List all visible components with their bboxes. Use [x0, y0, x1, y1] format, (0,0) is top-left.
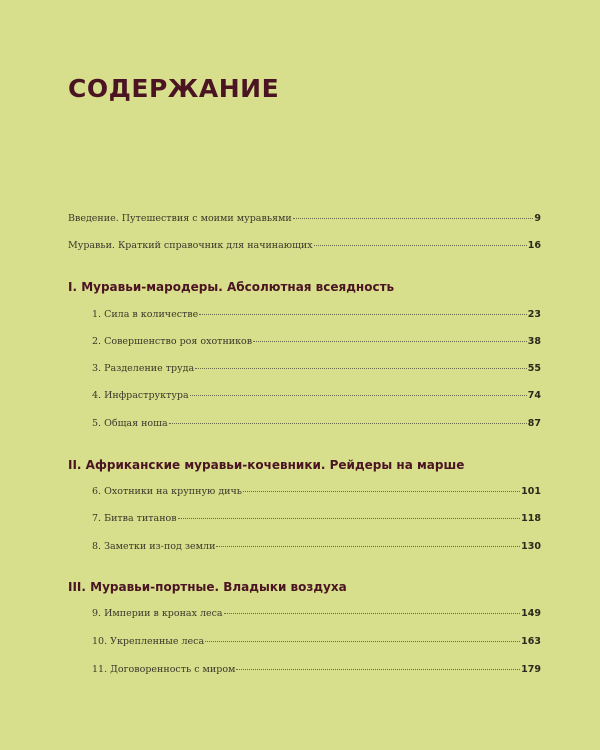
dot-leader [195, 368, 527, 369]
entry-title: 4. Инфраструктура [92, 390, 189, 401]
entry-title: 7. Битва титанов [92, 513, 177, 524]
dot-leader [293, 218, 534, 219]
toc-entry[interactable] [92, 390, 541, 401]
page-number: 179 [521, 664, 541, 675]
dot-leader [243, 491, 520, 492]
toc-entry[interactable] [92, 486, 541, 497]
page-number: 101 [521, 486, 541, 497]
toc-entry[interactable] [68, 240, 541, 251]
page-number: 149 [521, 608, 541, 619]
page-number: 38 [527, 336, 541, 347]
entry-title: 9. Империи в кронах леса [92, 608, 223, 619]
toc-entry[interactable] [92, 664, 541, 675]
toc-entry[interactable] [92, 336, 541, 347]
page-number: 163 [521, 636, 541, 647]
dot-leader [169, 423, 527, 424]
entry-title: 3. Разделение труда [92, 363, 195, 374]
dot-leader [224, 613, 521, 614]
dot-leader [190, 395, 527, 396]
page-number: 16 [527, 240, 541, 251]
page-number: 118 [521, 513, 541, 524]
toc-entry[interactable] [68, 213, 541, 224]
entry-title: 1. Сила в количестве [92, 309, 199, 320]
dot-leader [236, 669, 520, 670]
toc-entry[interactable] [92, 309, 541, 320]
entry-title: 8. Заметки из-под земли [92, 541, 216, 552]
page-title: СОДЕРЖАНИЕ [68, 74, 280, 103]
entry-title: 5. Общая ноша [92, 418, 168, 429]
dot-leader [216, 546, 520, 547]
entry-title: Введение. Путешествия с моими муравьями [68, 213, 292, 224]
dot-leader [205, 641, 520, 642]
entry-title: Муравьи. Краткий справочник для начинающих [68, 240, 313, 251]
section-heading[interactable]: III. Муравьи-портные. Владыки воздуха [68, 580, 347, 594]
toc-entry[interactable] [92, 513, 541, 524]
dot-leader [314, 245, 527, 246]
dot-leader [199, 314, 527, 315]
toc-entry[interactable] [92, 418, 541, 429]
entry-title: 10. Укрепленные леса [92, 636, 205, 647]
toc-entry[interactable] [92, 363, 541, 374]
entry-title: 2. Совершенство роя охотников [92, 336, 253, 347]
dot-leader [253, 341, 527, 342]
page-number: 55 [527, 363, 541, 374]
dot-leader [178, 518, 521, 519]
toc-entry[interactable] [92, 636, 541, 647]
page-number: 9 [534, 213, 541, 224]
toc-entry[interactable] [92, 608, 541, 619]
page-number: 130 [521, 541, 541, 552]
entry-title: 6. Охотники на крупную дичь [92, 486, 242, 497]
section-heading[interactable]: I. Муравьи-мародеры. Абсолютная всеядность [68, 280, 395, 294]
entry-title: 11. Договоренность с миром [92, 664, 236, 675]
toc-entry[interactable] [92, 541, 541, 552]
page-number: 23 [527, 309, 541, 320]
section-heading[interactable]: II. Африканские муравьи-кочевники. Рейдеры на марше [68, 458, 465, 472]
page-number: 74 [527, 390, 541, 401]
page-number: 87 [527, 418, 541, 429]
